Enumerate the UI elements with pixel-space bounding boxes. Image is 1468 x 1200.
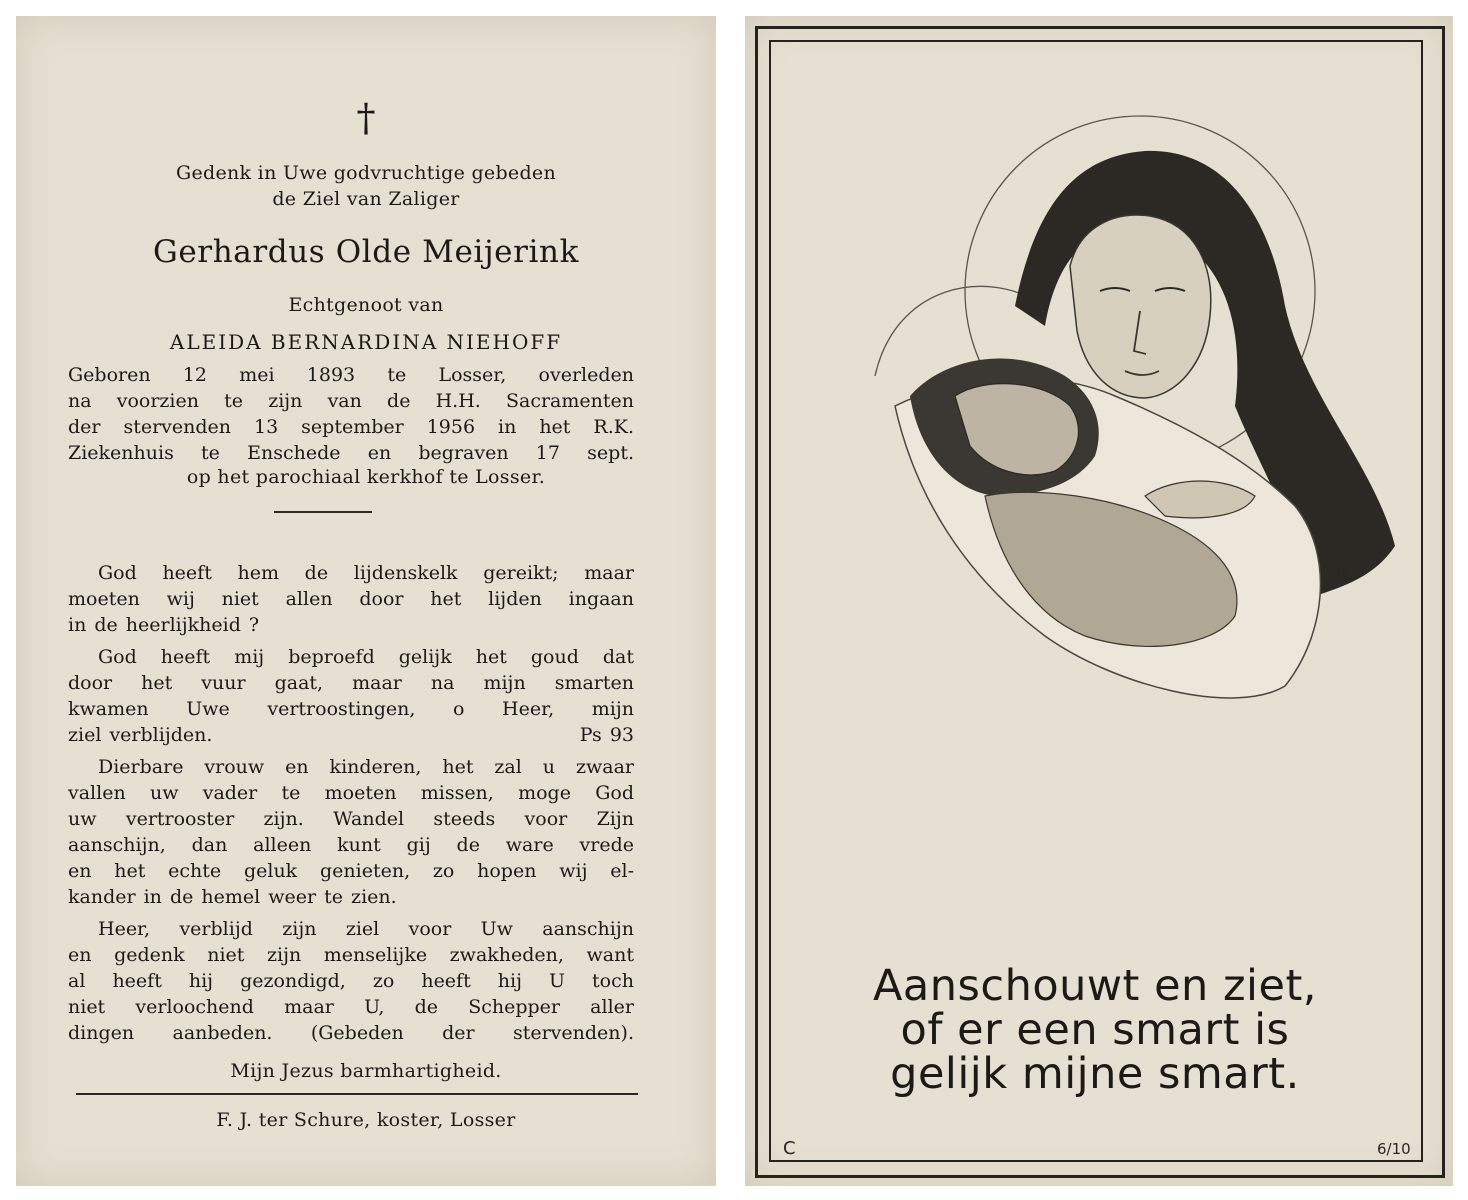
publisher-logo-icon: C: [783, 1138, 796, 1159]
prayer-line: Dierbare vrouw en kinderen, het zal u zwaar: [98, 756, 634, 778]
divider: [274, 511, 372, 513]
prayer-line: God heeft mij beproefd gelijk het goud dat: [98, 646, 634, 668]
spouse-intro: Echtgenoot van: [288, 294, 444, 316]
prayer-paragraph-4: [68, 916, 634, 1046]
bio-line: Ziekenhuis te Enschede en begraven 17 sept.: [68, 442, 634, 464]
prayer-line: Heer, verblijd zijn ziel voor Uw aanschijn: [98, 918, 634, 940]
prayer-line: vallen uw vader te moeten missen, moge God: [68, 782, 634, 804]
bio-line-last: op het parochiaal kerkhof te Losser.: [186, 466, 546, 488]
memorial-card-text-side: [16, 16, 716, 1186]
deceased-name: Gerhardus Olde Meijerink: [153, 234, 579, 270]
prayer-line: ziel verblijden.: [68, 724, 213, 746]
bio-line: der stervenden 13 september 1956 in het R.K.: [68, 416, 634, 438]
prayer-paragraph-2: [68, 644, 634, 748]
prayer-line: dingen aanbeden. (Gebeden der stervenden).: [68, 1022, 634, 1044]
caption-line-3: gelijk mijne smart.: [890, 1049, 1300, 1099]
prayer-line: kander in de hemel weer te zien.: [68, 886, 397, 908]
biography: [68, 362, 634, 466]
printer-credit: F. J. ter Schure, koster, Losser: [216, 1109, 516, 1131]
caption-line-1: Aanschouwt en ziet,: [873, 961, 1317, 1011]
psalm-row: [68, 722, 634, 748]
intro-line-2: de Ziel van Zaliger: [272, 188, 460, 210]
psalm-reference: Ps 93: [579, 724, 634, 746]
prayer-line: niet verloochend maar U, de Schepper aller: [68, 996, 634, 1018]
spouse-name: ALEIDA BERNARDINA NIEHOFF: [169, 330, 563, 354]
memorial-card-image-side: [745, 16, 1453, 1186]
prayer-line: en gedenk niet zijn menselijke zwakheden, want: [68, 944, 634, 966]
bio-line: Geboren 12 mei 1893 te Losser, overleden: [68, 364, 634, 386]
prayer-line: moeten wij niet allen door het lijden ingaan: [68, 588, 634, 610]
prayer-line: al heeft hij gezondigd, zo heeft hij U toch: [68, 970, 634, 992]
prayer-line: en het echte geluk genieten, zo hopen wij el-: [68, 860, 634, 882]
caption-line-2: of er een smart is: [900, 1005, 1290, 1055]
prayer-line: God heeft hem de lijdenskelk gereikt; maar: [98, 562, 634, 584]
card-number: 6/10: [1377, 1140, 1411, 1158]
artist-signature: R.: [1335, 564, 1353, 585]
prayer-line: door het vuur gaat, maar na mijn smarten: [68, 672, 634, 694]
mary-face: [1070, 215, 1211, 398]
prayer-line: uw vertrooster zijn. Wandel steeds voor Zijn: [68, 808, 634, 830]
prayer-paragraph-3-end: [68, 884, 634, 910]
closing-line: Mijn Jezus barmhartigheid.: [230, 1060, 502, 1082]
bottom-rule: [76, 1093, 638, 1095]
cross-icon: †: [356, 96, 376, 140]
prayer-line: in de heerlijkheid ?: [68, 614, 260, 636]
prayer-line: aanschijn, dan alleen kunt gij de ware vrede: [68, 834, 634, 856]
prayer-line: kwamen Uwe vertroostingen, o Heer, mijn: [68, 698, 634, 720]
pieta-illustration: [815, 76, 1415, 716]
prayer-paragraph-3: [68, 754, 634, 884]
prayer-paragraph-1-end: [68, 612, 634, 638]
intro-line-1: Gedenk in Uwe godvruchtige gebeden: [175, 162, 557, 184]
bio-line: na voorzien te zijn van de H.H. Sacramenten: [68, 390, 634, 412]
prayer-paragraph-1: [68, 560, 634, 612]
